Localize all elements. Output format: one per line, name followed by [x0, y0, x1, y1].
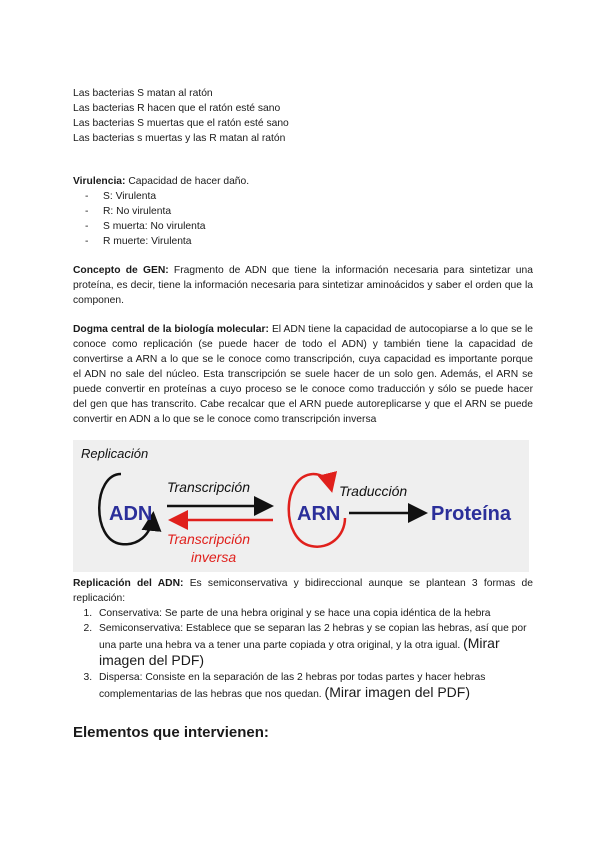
intro-line: Las bacterias S matan al ratón — [73, 88, 213, 99]
replicacion-label: Replicación — [81, 446, 149, 461]
list-item: - R: No virulenta — [85, 204, 533, 219]
replicacion-text: Es semiconservativa y bidireccional aunque se plantean 3 formas de replicación: — [73, 578, 533, 604]
adn-label: ADN — [109, 503, 153, 525]
virulencia-list — [73, 189, 533, 249]
list-item: 2. Semiconservativa: Establece que se separan las 2 hebras y se copian las hebras, así que por una parte una hebra va a tener una parte copiada y otra original, y la otra igual. (Mirar imagen del PDF) — [95, 621, 533, 670]
document-body — [73, 86, 533, 427]
transcripcion-inversa-label-2: inversa — [191, 549, 237, 565]
replicacion-section — [73, 576, 533, 702]
virulencia-term: Virulencia: — [73, 176, 126, 187]
list-item: 1. Conservativa: Se parte de una hebra original y se hace una copia idéntica de la hebra — [95, 606, 533, 621]
mirar-pdf-note: (Mirar imagen del PDF) — [99, 635, 500, 668]
list-item: - R muerte: Virulenta — [85, 234, 533, 249]
transcripcion-inversa-label-1: Transcripción — [167, 531, 250, 547]
proteina-label: Proteína — [431, 503, 512, 525]
arn-loop-arrowhead — [313, 474, 331, 488]
replicacion-intro — [73, 576, 533, 606]
gen-section — [73, 263, 533, 308]
intro-line: Las bacterias S muertas que el ratón esté sano — [73, 118, 289, 129]
replicacion-term: Replicación del ADN: — [73, 578, 184, 589]
mirar-pdf-note: (Mirar imagen del PDF) — [324, 684, 471, 700]
intro-line: Las bacterias s muertas y las R matan al ratón — [73, 133, 286, 144]
traduccion-label: Traducción — [339, 483, 408, 499]
virulencia-definition: Capacidad de hacer daño. — [125, 176, 250, 187]
list-item: 3. Dispersa: Consiste en la separación de las 2 hebras por todas partes y hacer hebras complementarias de las hebras que nos quedan. (Mirar imagen del PDF) — [95, 670, 533, 702]
list-item: - S muerta: No virulenta — [85, 219, 533, 234]
intro-line: Las bacterias R hacen que el ratón esté sano — [73, 103, 281, 114]
elementos-heading: Elementos que intervienen: — [73, 724, 269, 741]
virulencia-section — [73, 174, 533, 249]
transcripcion-label: Transcripción — [167, 479, 250, 495]
gen-term: Concepto de GEN: — [73, 265, 169, 276]
dogma-diagram — [73, 440, 529, 572]
dogma-section — [73, 322, 533, 427]
list-item: - S: Virulenta — [85, 189, 533, 204]
dogma-text: El ADN tiene la capacidad de autocopiarse a lo que se le conoce como replicación (se puede hacer de todo el ADN) y también tiene la capacidad de convertirse a ARN a lo que se le conoce como transcripción, cuya capacidad es importante porque el ADN no sale del núcleo. Esta transcripción se suele hacer de un solo gen. Además, el ARN se puede convertir en proteínas a cuyo proceso se le conoce como traducción y sólo se puede hacer del gen que has transcrito. Cabe recalcar que el ARN puede autoreplicarse y que el ARN se puede convertir en ADN a lo que se le conoce como transcripción inversa — [73, 324, 533, 425]
dogma-term: Dogma central de la biología molecular: — [73, 324, 269, 335]
arn-label: ARN — [297, 503, 341, 525]
intro-lines — [73, 86, 533, 146]
dogma-diagram-svg — [73, 440, 529, 572]
replicacion-list — [73, 606, 533, 702]
gen-text: Fragmento de ADN que tiene la información necesaria para sintetizar una proteína, es decir, tiene la información necesaria para sintetizar aminoácidos y saber el orden que la componen. — [73, 265, 533, 306]
